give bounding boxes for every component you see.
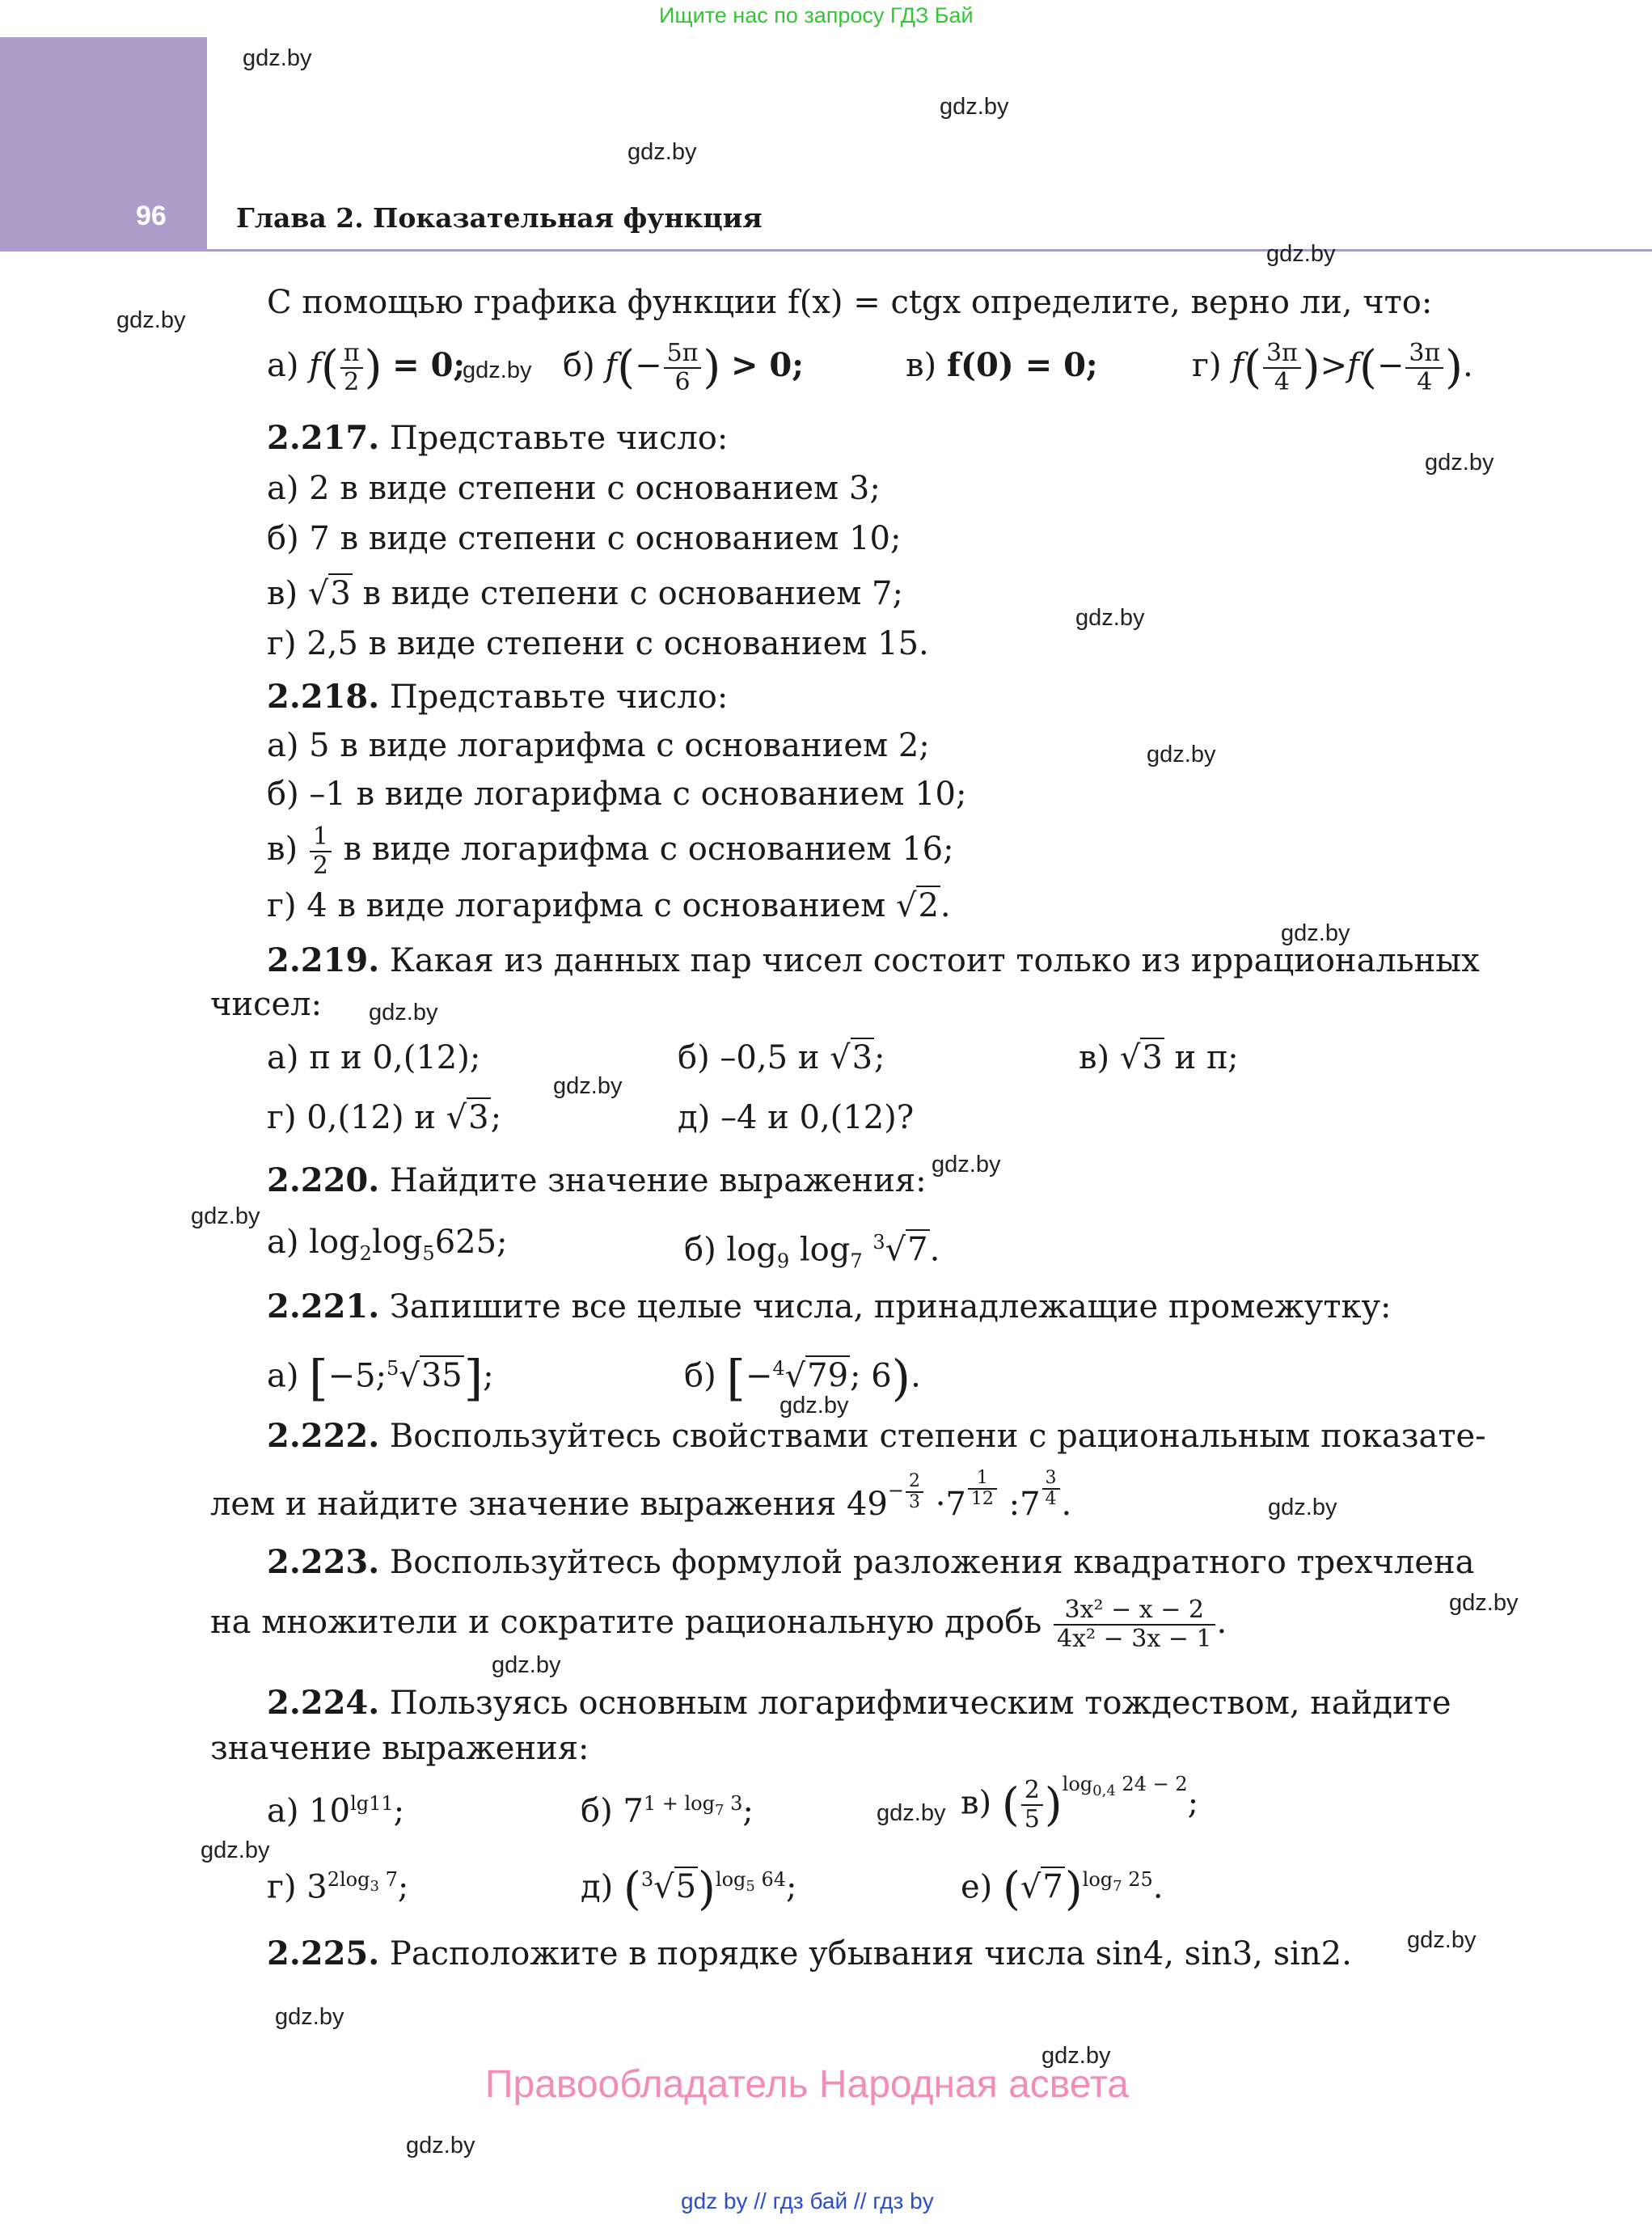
option-a: а) π и 0,(12);: [267, 1039, 481, 1076]
watermark: gdz.by: [780, 1393, 849, 1419]
option-e: д) $(^3√5)^{log_5 64}$;: [581, 1862, 797, 1916]
option-c: в) √3 и π;: [1079, 1039, 1239, 1076]
watermark: gdz.by: [201, 1837, 270, 1863]
item-d: г) 4 в виде логарифма с основанием √2.: [267, 887, 951, 924]
item-d: г) 2,5 в виде степени с основанием 15.: [267, 625, 929, 662]
option-c: в) f(0) = 0;: [906, 346, 1098, 384]
watermark: gdz.by: [553, 1073, 623, 1099]
item-b: б) 7 в виде степени с основанием 10;: [267, 520, 902, 557]
option-a: а) $\log_2\log_5625$;: [267, 1224, 508, 1265]
option-c: в) ( $\frac{2}{5}$ )$^{log_{0,4} 24 - 2}$;: [961, 1773, 1199, 1834]
watermark: gdz.by: [369, 1000, 438, 1025]
exercise-intro: С помощью графика функции f(x) = ctgx определите, верно ли, что:: [267, 284, 1433, 321]
page-tab: [0, 37, 207, 252]
watermark: gdz.by: [1268, 1495, 1337, 1520]
exercise-line: чисел:: [210, 986, 323, 1023]
option-e: д) –4 и 0,(12)?: [678, 1099, 915, 1136]
exercise-line: на множители и сократите рациональную дробь $\frac{\text{3x² − x − 2}}{\text{4x² − 3x − 1}}$ .: [210, 1596, 1227, 1653]
option-b: б) f(− $\frac{5\pi}{6}$ ) > 0;: [563, 339, 805, 396]
watermark: gdz.by: [1281, 920, 1350, 946]
watermark: gdz.by: [116, 307, 186, 333]
top-banner: Ищите нас по запросу ГДЗ Бай: [659, 3, 974, 27]
watermark: gdz.by: [932, 1152, 1001, 1178]
exercise-2-225: 2.225. Расположите в порядке убывания числа sin4, sin3, sin2.: [267, 1934, 1352, 1972]
watermark: gdz.by: [1449, 1590, 1519, 1616]
watermark: gdz.by: [1075, 605, 1145, 631]
footer-links[interactable]: gdz by // гдз бай // гдз by: [681, 2188, 934, 2213]
exercise-2-221: 2.221. Запишите все целые числа, принадлежащие промежутку:: [267, 1287, 1392, 1326]
watermark: gdz.by: [940, 94, 1009, 120]
watermark: gdz.by: [1266, 241, 1336, 267]
watermark: gdz.by: [1407, 1927, 1477, 1953]
copyright-note: Правообладатель Народная асвета: [485, 2063, 1129, 2106]
exercise-2-217: 2.217. Представьте число:: [267, 419, 729, 457]
item-c: в) $\frac{1}{2}$ в виде логарифма с основанием 16;: [267, 822, 954, 880]
item-b: б) –1 в виде логарифма с основанием 10;: [267, 776, 967, 813]
option-a: а) [−5;$^5$√35];: [267, 1350, 494, 1407]
option-b: б) –0,5 и √3;: [678, 1039, 885, 1076]
exercise-2-224: 2.224. Пользуясь основным логарифмическим тождеством, найдите: [267, 1684, 1451, 1722]
watermark: gdz.by: [275, 2004, 344, 2030]
option-d: г) f( $\frac{3\pi}{4}$ )>f(− $\frac{3\pi}{4}$ ).: [1192, 339, 1473, 396]
exercise-2-220: 2.220. Найдите значение выражения:: [267, 1161, 927, 1199]
item-c: в) √3 в виде степени с основанием 7;: [267, 575, 903, 612]
chapter-title: Глава 2. Показательная функция: [236, 202, 763, 234]
watermark: gdz.by: [1425, 450, 1494, 476]
option-a: а) $10^{lg11}$;: [267, 1792, 405, 1830]
exercise-line: лем и найдите значение выражения $49^{- \frac{2}{3}}$ ·7 $\frac{1}{12}$ :7 $\frac{3}{4}$ .: [210, 1468, 1072, 1523]
exercise-2-218: 2.218. Представьте число:: [267, 678, 729, 716]
watermark: gdz.by: [627, 139, 697, 165]
option-d: г) 0,(12) и √3;: [267, 1099, 502, 1136]
watermark: gdz.by: [877, 1800, 946, 1826]
watermark: gdz.by: [463, 357, 532, 383]
option-b: б) $7^{1 + log_7 3}$;: [581, 1792, 754, 1830]
option-b: б) $\log_9 \log_7 ^3√7$.: [684, 1231, 940, 1273]
exercise-2-223: 2.223. Воспользуйтесь формулой разложения квадратного трехчлена: [267, 1543, 1475, 1581]
exercise-line: значение выражения:: [210, 1730, 589, 1767]
exercise-2-222: 2.222. Воспользуйтесь свойствами степени с рациональным показате-: [267, 1417, 1486, 1455]
watermark: gdz.by: [492, 1652, 561, 1678]
option-d: г) $3^{2log_3 7}$;: [267, 1868, 409, 1906]
exercise-2-219: 2.219. Какая из данных пар чисел состоит только из иррациональных: [267, 941, 1480, 979]
option-b: б) [−$^4$√79; 6).: [684, 1350, 921, 1407]
header-rule: [0, 249, 1652, 252]
option-a: а) f( $\frac{\pi}{2}$ ) = 0;: [267, 339, 466, 396]
watermark: gdz.by: [1147, 742, 1216, 767]
watermark: gdz.by: [191, 1203, 260, 1229]
watermark: gdz.by: [243, 45, 312, 71]
page-number: 96: [136, 201, 167, 231]
option-f: е) $(√7)^{log_7 25}$.: [961, 1862, 1164, 1916]
item-a: а) 2 в виде степени с основанием 3;: [267, 470, 881, 507]
watermark: gdz.by: [406, 2133, 475, 2158]
watermark: gdz.by: [1041, 2043, 1111, 2069]
item-a: а) 5 в виде логарифма с основанием 2;: [267, 727, 930, 764]
